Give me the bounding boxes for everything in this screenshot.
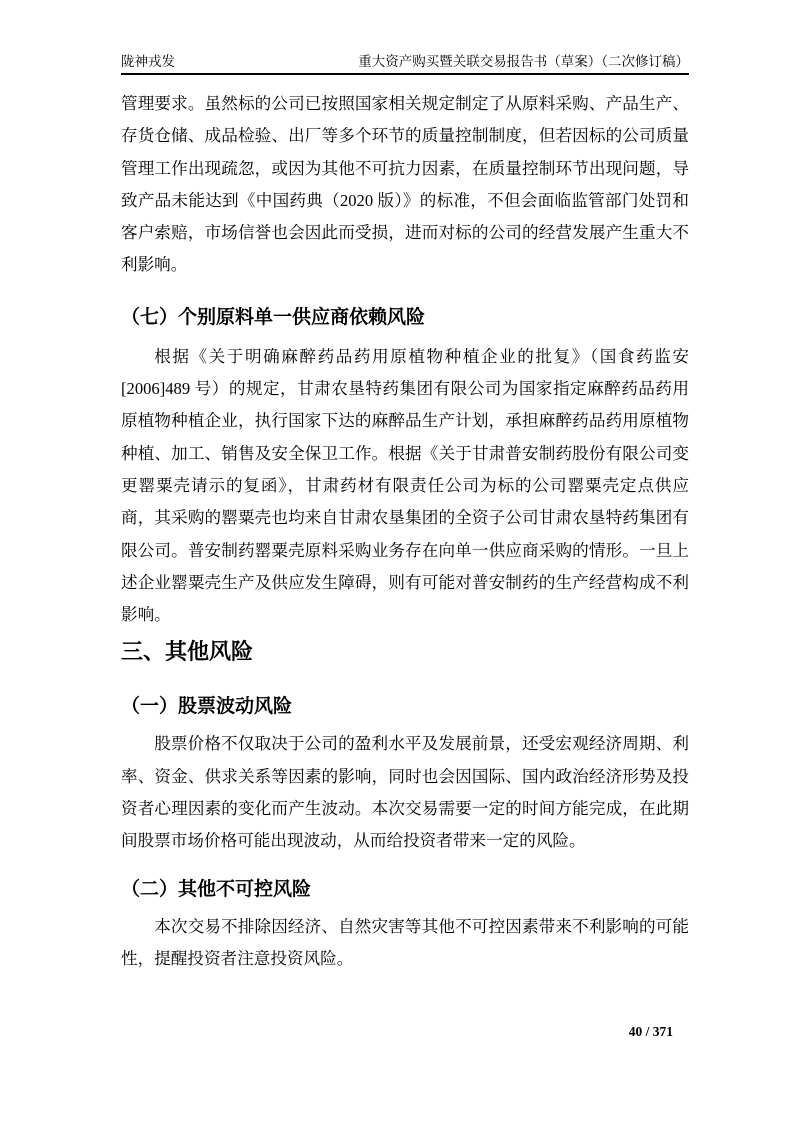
paragraph-other-uncontrollable-risk: 本次交易不排除因经济、自然灾害等其他不可控因素带来不利影响的可能性，提醒投资者注意投资风险。	[121, 916, 689, 968]
paragraph-quality-risk-continued: 管理要求。虽然标的公司已按照国家相关规定制定了从原料采购、产品生产、存货仓储、成品检验、出厂等多个环节的质量控制制度，但若因标的公司质量管理工作出现疏忽，或因为其他不可抗力因素，在质量控制环节出现问题，导致产品未能达到《中国药典（2020 版）》的标准，不但会面临监管部门处罚和客户索赔，市场信誉也会因此而受损，进而对标的公司的经营发展产生重大不利影响。	[121, 94, 689, 275]
page-footer	[121, 1024, 673, 1040]
paragraph-stock-volatility-risk: 股票价格不仅取决于公司的盈利水平及发展前景，还受宏观经济周期、利率、资金、供求关系等因素的影响，同时也会因国际、国内政治经济形势及投资者心理因素的变化而产生波动。本次交易需要一定的时间方能完成，在此期间股票市场价格可能出现波动，从而给投资者带来一定的风险。	[121, 734, 689, 851]
page-number: 40 / 371	[628, 1024, 673, 1039]
heading-section-one-stock-volatility-risk: （一）股票波动风险	[121, 696, 293, 718]
page-header	[121, 54, 689, 75]
heading-section-two-other-uncontrollable-risk: （二）其他不可控风险	[121, 878, 312, 900]
header-left-title: 陇神戎发	[121, 54, 175, 69]
paragraph-single-supplier-risk: 根据《关于明确麻醉药品药用原植物种植企业的批复》（国食药监安[2006]489 号）的规定，甘肃农垦特药集团有限公司为国家指定麻醉药品药用原植物种植企业，执行国家下达的麻醉品生产计划，承担麻醉药品药用原植物种植、加工、销售及安全保卫工作。根据《关于甘肃普安制药股份有限公司变更罂粟壳请示的复函》，甘肃药材有限责任公司为标的公司罂粟壳定点供应商，其采购的罂粟壳也均来自甘肃农垦集团的全资子公司甘肃农垦特药集团有限公司。普安制药罂粟壳原料采购业务存在向单一供应商采购的情形。一旦上述企业罂粟壳生产及供应发生障碍，则有可能对普安制药的生产经营构成不利影响。	[121, 346, 689, 625]
document-body	[121, 88, 689, 975]
heading-chapter-three-other-risks: 三、其他风险	[121, 639, 254, 665]
header-right-title: 重大资产购买暨关联交易报告书（草案）（二次修订稿）	[358, 54, 689, 69]
heading-section-seven-single-supplier-risk: （七）个别原料单一供应商依赖风险	[121, 306, 426, 328]
